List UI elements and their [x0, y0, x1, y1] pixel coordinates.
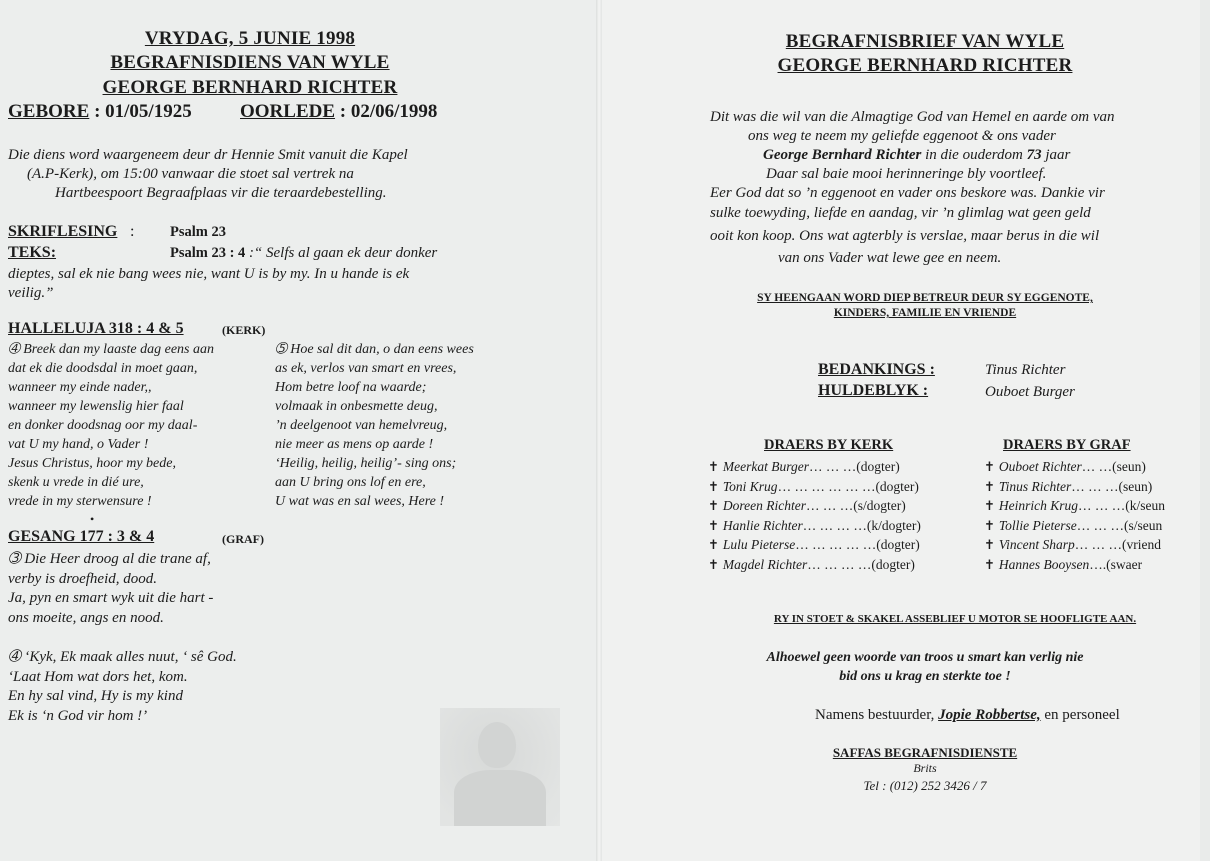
intro-line-3: Hartbeespoort Begraafplaas vir die teraardebestelling.	[55, 185, 387, 201]
page-fold	[596, 0, 602, 861]
tribute-line-1: Dit was die wil van die Almagtige God van Hemel en aarde om van	[710, 109, 1115, 125]
list-item: ✝ Magdel Richter… … … …(dogter)	[708, 556, 915, 572]
hymn-line: verby is droefheid, dood.	[8, 570, 157, 587]
list-item: ✝ Tinus Richter… … …(seun)	[984, 478, 1153, 494]
mourned-line-1: SY HEENGAAN WORD DIEP BETREUR DEUR SY EGGENOTE,	[757, 292, 1093, 304]
thanks-label: BEDANKINGS :	[818, 361, 935, 378]
cross-icon: ✝	[708, 556, 719, 572]
list-item: ✝ Doreen Richter… … …(s/dogter)	[708, 498, 906, 513]
hymn-line: Ek is ‘n God vir hom !’	[8, 707, 148, 724]
text-label: TEKS:	[8, 244, 57, 261]
separator-bullet: •	[90, 512, 95, 526]
tribute-line-3	[763, 146, 1070, 165]
on-behalf-suffix: en personeel	[1044, 707, 1120, 723]
birth-line	[8, 101, 192, 123]
hymn-line: vrede in my sterwensure !	[8, 494, 152, 509]
list-item: ✝ Meerkat Burger… … …(dogter)	[708, 459, 900, 474]
tribute-age: 73	[1026, 147, 1042, 163]
hymn-line: ➂ Die Heer droog al die trane af,	[8, 551, 211, 567]
cross-icon: ✝	[984, 556, 995, 572]
hymn-line: U wat was en sal wees, Here !	[275, 494, 445, 509]
died-label: OORLEDE	[240, 101, 336, 122]
hymn-line: ’n deelgenoot van hemelvreug,	[275, 418, 448, 433]
list-item: ✝ Heinrich Krug… … …(k/seun	[984, 498, 1166, 513]
text-reference: Psalm 23 : 4	[170, 245, 246, 261]
grave-bearers-list	[984, 457, 1166, 574]
portrait-head	[478, 722, 516, 768]
hymn-line: as ek, verlos van smart en vrees,	[275, 361, 457, 376]
text-reference-line	[170, 245, 437, 262]
list-item: ✝ Vincent Sharp… … …(vriend	[984, 537, 1161, 552]
tribute-line-7: ooit kon koop. Ons wat agterbly is verslae, maar berus in die wil	[710, 228, 1100, 244]
on-behalf-line	[815, 707, 1120, 724]
on-behalf-prefix: Namens bestuurder,	[815, 707, 935, 723]
died-value: : 02/06/1998	[339, 101, 438, 122]
text-quote-line-3: veilig.”	[8, 285, 54, 301]
headlights-notice: RY IN STOET & SKAKEL ASSEBLIEF U MOTOR SE HOOFLIGTE AAN.	[773, 613, 1137, 625]
list-item: ✝ Lulu Pieterse… … … … …(dogter)	[708, 537, 920, 552]
reading-colon: :	[130, 223, 135, 240]
hymn-line: Ja, pyn en smart wyk uit die hart -	[8, 590, 214, 606]
cross-icon: ✝	[708, 478, 719, 494]
service-date: VRYDAG, 5 JUNIE 1998	[144, 28, 356, 49]
list-item: ✝ Toni Krug… … … … … …(dogter)	[708, 478, 919, 494]
hymn-line: en donker doodsnag oor my daal-	[8, 418, 198, 433]
hymn-line: wanneer my einde nader,,	[8, 380, 152, 395]
letter-title: BEGRAFNISBRIEF VAN WYLE	[785, 31, 1065, 52]
list-item: ✝ Tollie Pieterse… … …(s/seun	[984, 517, 1163, 533]
hymn-line: ‘Heilig, heilig, heilig’- sing ons;	[275, 456, 457, 471]
hymn-line: dat ek die doodsdal in moet gaan,	[8, 361, 198, 376]
cross-icon: ✝	[708, 498, 719, 513]
service-title: BEGRAFNISDIENS VAN WYLE	[110, 52, 390, 73]
cross-icon: ✝	[708, 537, 719, 552]
comfort-line-1: Alhoewel geen woorde van troos u smart kan verlig nie	[766, 650, 1084, 665]
hymn2-verse-3	[8, 550, 213, 628]
text-quote-start: :“ Selfs al gaan ek deur donker	[248, 245, 438, 261]
church-bearers-list	[708, 457, 921, 574]
tribute-line-2: ons weg te neem my geliefde eggenoot & ons vader	[748, 128, 1056, 144]
tribute-line-6: sulke toewyding, liefde en aandag, vir ’n glimlag wat geen geld	[710, 205, 1091, 221]
hymn2-verse-4	[8, 648, 237, 726]
hymn1-verse-5	[275, 340, 474, 511]
cross-icon: ✝	[708, 459, 719, 474]
hymn2-tag: (GRAF)	[222, 532, 264, 546]
tribute-age-suffix: jaar	[1045, 147, 1071, 163]
portrait-shoulders	[454, 770, 546, 826]
hymn-line: ➄ Hoe sal dit dan, o dan eens wees	[275, 342, 474, 357]
text-quote-line-2: dieptes, sal ek nie bang wees nie, want U is by my. In u hande is ek	[8, 266, 410, 282]
list-item: ✝ Hanlie Richter… … … …(k/dogter)	[708, 517, 921, 533]
cross-icon: ✝	[984, 537, 995, 552]
intro-line-2: (A.P-Kerk), om 15:00 vanwaar die stoet sal vertrek na	[27, 166, 354, 182]
hymn1-label: HALLELUJA 318 : 4 & 5	[8, 320, 184, 337]
mourned-line-2: KINDERS, FAMILIE EN VRIENDE	[833, 307, 1017, 319]
cross-icon: ✝	[984, 498, 995, 513]
hymn1-tag: (KERK)	[222, 323, 266, 337]
hymn-line: ➃ ‘Kyk, Ek maak alles nuut, ‘ sê God.	[8, 649, 237, 665]
list-item: ✝ Ouboet Richter… …(seun)	[984, 459, 1146, 474]
tribute-age-prefix: in die ouderdom	[925, 147, 1023, 163]
church-bearers-title: DRAERS BY KERK	[764, 437, 894, 453]
deceased-name: GEORGE BERNHARD RICHTER	[102, 77, 398, 98]
death-line	[240, 101, 437, 123]
firm-phone: Tel : (012) 252 3426 / 7	[863, 778, 987, 793]
funeral-firm: SAFFAS BEGRAFNISDIENSTE	[832, 745, 1018, 760]
hymn-line: aan U bring ons lof en ere,	[275, 475, 426, 490]
firm-town: Brits	[913, 761, 937, 775]
cross-icon: ✝	[984, 517, 995, 533]
hymn-line: wanneer my lewenslig hier faal	[8, 399, 184, 414]
born-value: : 01/05/1925	[94, 101, 192, 122]
tribute-line-4: Daar sal baie mooi herinneringe bly voortleef.	[766, 166, 1047, 182]
hymn-line: ons moeite, angs en nood.	[8, 609, 164, 626]
hymn1-verse-4	[8, 340, 214, 511]
tribute-speaker-value: Ouboet Burger	[985, 384, 1075, 400]
hymn-line: skenk u vrede in dié ure,	[8, 475, 144, 490]
thanks-value: Tinus Richter	[985, 362, 1066, 378]
hymn-line: Jesus Christus, hoor my bede,	[8, 456, 176, 471]
hymn-line: volmaak in onbesmette deug,	[275, 399, 438, 414]
hymn-line: ‘Laat Hom wat dors het, kom.	[8, 668, 188, 685]
cross-icon: ✝	[984, 478, 995, 494]
born-label: GEBORE	[8, 101, 90, 122]
reading-label: SKRIFLESING	[8, 223, 118, 240]
hymn-line: vat U my hand, o Vader !	[8, 437, 149, 452]
tribute-name: George Bernhard Richter	[763, 147, 922, 163]
cross-icon: ✝	[984, 459, 995, 474]
hymn2-label: GESANG 177 : 3 & 4	[8, 528, 155, 545]
director-name: Jopie Robbertse,	[938, 707, 1041, 723]
list-item: ✝ Hannes Booysen….(swaer	[984, 556, 1143, 572]
portrait-photo	[440, 708, 560, 826]
tribute-line-8: van ons Vader wat lewe gee en neem.	[778, 250, 1002, 266]
intro-line-1: Die diens word waargeneem deur dr Hennie Smit vanuit die Kapel	[8, 147, 408, 163]
tribute-speaker-label: HULDEBLYK :	[818, 382, 929, 399]
hymn-line: nie meer as mens op aarde !	[275, 437, 434, 452]
grave-bearers-title: DRAERS BY GRAF	[1003, 437, 1131, 453]
cross-icon: ✝	[708, 517, 719, 533]
hymn-line: En hy sal vind, Hy is my kind	[8, 688, 183, 704]
comfort-line-2: bid ons u krag en sterkte toe !	[839, 669, 1011, 684]
tribute-line-5: Eer God dat so ’n eggenoot en vader ons beskore was. Dankie vir	[710, 185, 1105, 201]
letter-deceased-name: GEORGE BERNHARD RICHTER	[777, 55, 1073, 76]
hymn-line: Hom betre loof na waarde;	[275, 380, 427, 395]
reading-value: Psalm 23	[170, 224, 226, 240]
hymn-line: ➃ Breek dan my laaste dag eens aan	[8, 342, 214, 357]
